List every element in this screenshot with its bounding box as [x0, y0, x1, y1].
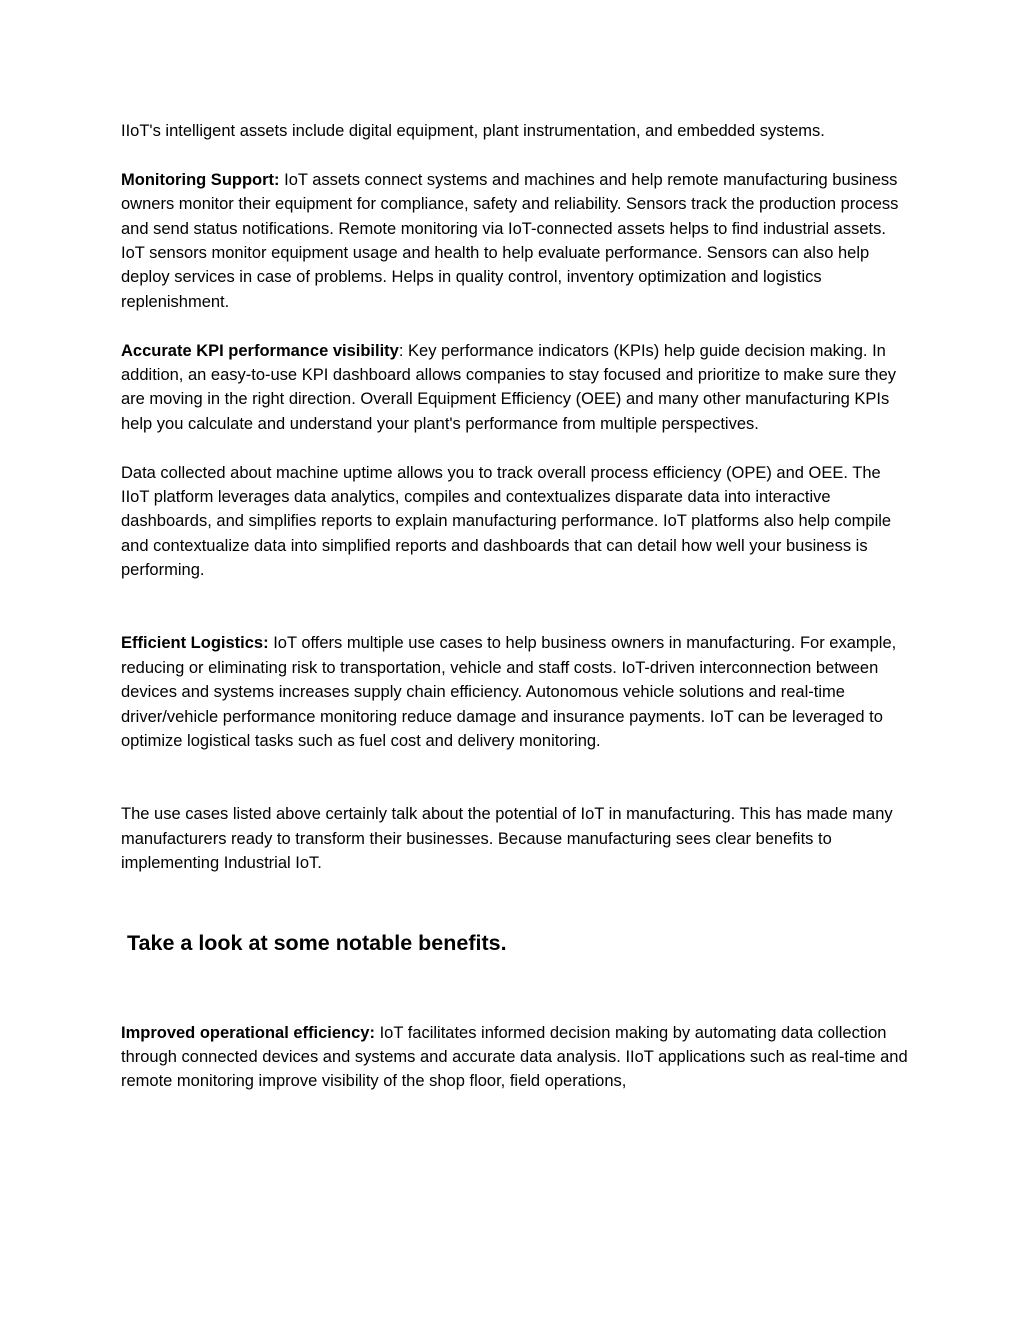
- benefits-heading: Take a look at some notable benefits.: [127, 930, 507, 955]
- monitoring-support-paragraph: [121, 168, 911, 314]
- intro-paragraph: IIoT's intelligent assets include digital equipment, plant instrumentation, and embedded systems.: [121, 122, 825, 140]
- efficient-logistics-paragraph: [121, 631, 911, 753]
- paragraph-spacer: [121, 957, 911, 1021]
- efficient-logistics-label: Efficient Logistics:: [121, 634, 269, 653]
- paragraph-spacer: [121, 583, 911, 632]
- use-cases-paragraph: The use cases listed above certainly talk about the potential of IoT in manufacturing. This has made many manufacturers ready to transform their businesses. Because manufacturing sees clear benefits to implementing Industrial IoT.: [121, 805, 893, 873]
- operational-efficiency-label: Improved operational efficiency:: [121, 1023, 375, 1042]
- paragraph-spacer: [121, 143, 911, 167]
- paragraph-spacer: [121, 754, 911, 803]
- kpi-visibility-label: Accurate KPI performance visibility: [121, 341, 399, 360]
- efficient-logistics-text: IoT offers multiple use cases to help business owners in manufacturing. For example, reducing or eliminating risk to transportation, vehicle and staff costs. IoT-driven interconnection between devices and systems increases supply chain efficiency. Autonomous vehicle solutions and real-time driver/vehicle performance monitoring reduce damage and insurance payments. IoT can be leveraged to optimize logistical tasks such as fuel cost and delivery monitoring.: [121, 634, 897, 751]
- monitoring-support-label: Monitoring Support:: [121, 170, 280, 189]
- operational-efficiency-text: IoT facilitates informed decision making by automating data collection through connected devices and systems and accurate data analysis. IIoT applications such as real-time and remote monitoring improve visibility of the shop floor, field operations,: [121, 1023, 908, 1091]
- monitoring-support-text: IoT assets connect systems and machines and help remote manufacturing business owners monitor their equipment for compliance, safety and reliability. Sensors track the production process and send status notifications. Remote monitoring via IoT-connected assets helps to find industrial assets. IoT sensors monitor equipment usage and health to help evaluate performance. Sensors can also help deploy services in case of problems. Helps in quality control, inventory optimization and logistics replenishment.: [121, 170, 899, 311]
- kpi-visibility-text: : Key performance indicators (KPIs) help guide decision making. In addition, an easy-to-use KPI dashboard allows companies to stay focused and prioritize to make sure they are moving in the right direction. Overall Equipment Efficiency (OEE) and many other manufacturing KPIs help you calculate and understand your plant's performance from multiple perspectives.: [121, 341, 897, 433]
- paragraph-spacer: [121, 314, 911, 338]
- paragraph-spacer: [121, 876, 911, 929]
- data-collected-paragraph: Data collected about machine uptime allows you to track overall process efficiency (OPE) and OEE. The IIoT platform leverages data analytics, compiles and contextualizes disparate data into interactive dashboards, and simplifies reports to explain manufacturing performance. IoT platforms also help compile and contextualize data into simplified reports and dashboards that can detail how well your business is performing.: [121, 463, 892, 580]
- operational-efficiency-paragraph: [121, 1021, 911, 1094]
- document-body: [121, 119, 911, 1094]
- paragraph-spacer: [121, 436, 911, 460]
- kpi-visibility-paragraph: [121, 339, 911, 437]
